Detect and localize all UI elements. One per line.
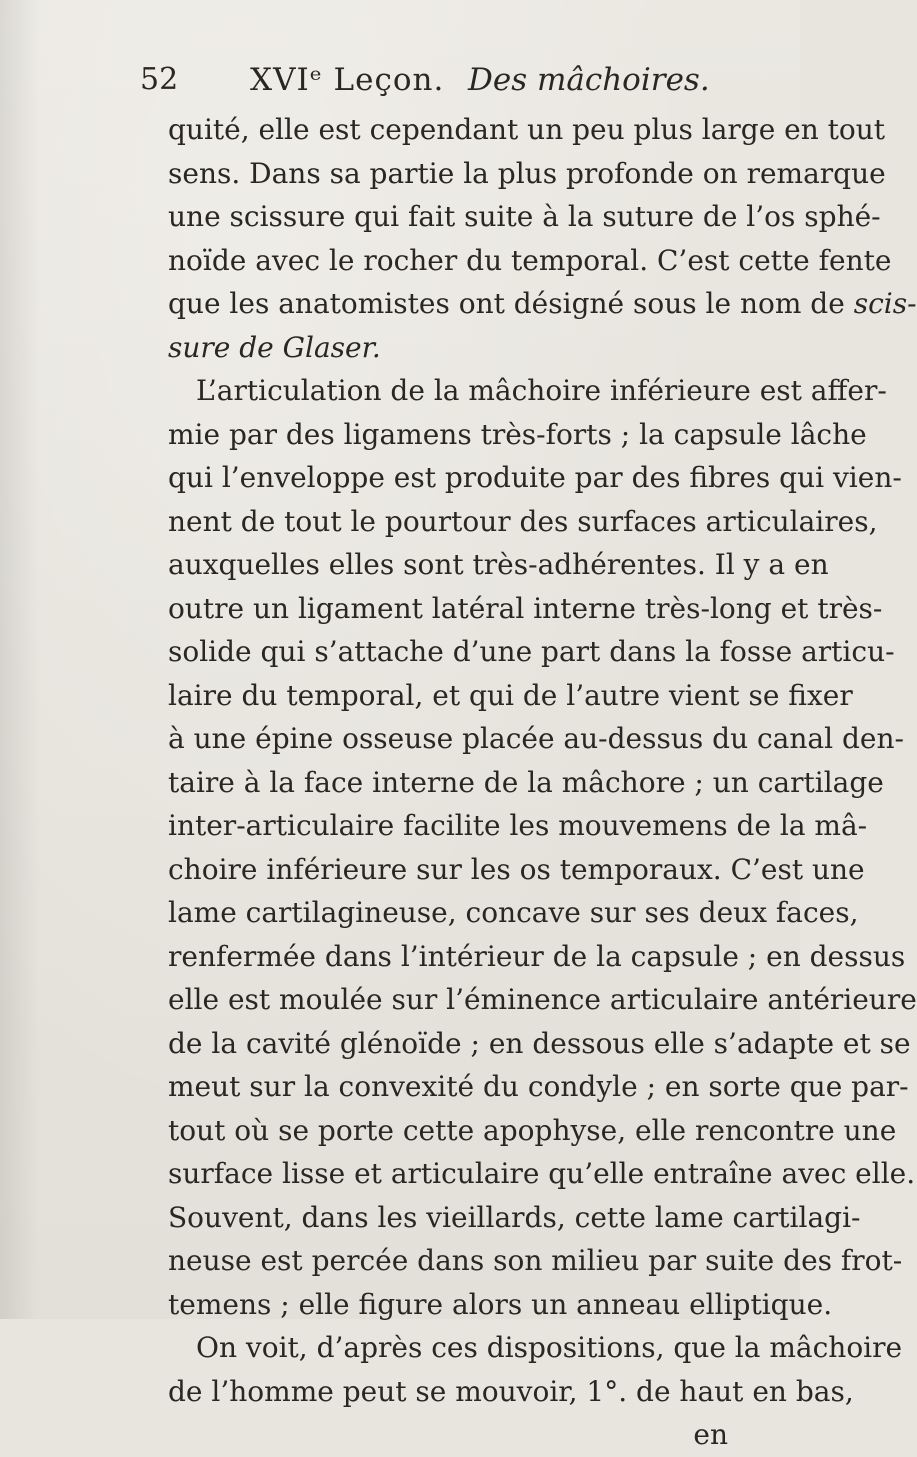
text-line: lame cartilagineuse, concave sur ses deux faces,: [168, 896, 859, 929]
text-line: auxquelles elles sont très-adhérentes. Il y a en: [168, 548, 829, 581]
text-line: une scissure qui fait suite à la suture de l’os sphé-: [168, 200, 881, 233]
text-line: elle est moulée sur l’éminence articulaire antérieure: [168, 983, 917, 1016]
paragraph-start-line: On voit, d’après ces dispositions, que la mâchoire: [196, 1331, 903, 1364]
text-line: laire du temporal, et qui de l’autre vient se fixer: [168, 678, 853, 712]
text-line: outre un ligament latéral interne très-long et très-: [168, 591, 883, 625]
text-line: sens. Dans sa partie la plus profonde on remarque: [168, 156, 886, 190]
text-line: sure de Glaser.: [168, 330, 381, 364]
text-line: tout où se porte cette apophyse, elle rencontre une: [168, 1113, 897, 1147]
text-line: neuse est percée dans son milieu par suite des frot-: [168, 1244, 903, 1277]
text-line: à une épine osseuse placée au-dessus du canal den-: [168, 722, 904, 755]
text-line: temens ; elle figure alors un anneau elliptique.: [168, 1287, 833, 1321]
text-line: de l’homme peut se mouvoir, 1°. de haut en bas,: [168, 1374, 854, 1408]
text-line: taire à la face interne de la mâchore ; un cartilage: [168, 765, 884, 799]
text-line: [168, 282, 917, 326]
text-line: quité, elle est cependant un peu plus large en tout: [168, 113, 886, 146]
text-line: noïde avec le rocher du temporal. C’est cette fente: [168, 243, 892, 277]
text-line: solide qui s’attache d’une part dans la fosse articu-: [168, 635, 895, 668]
catchword: en: [693, 1418, 728, 1451]
text-line: nent de tout le pourtour des surfaces articulaires,: [168, 504, 878, 538]
page-gutter-shadow: [0, 0, 40, 1319]
text-line: inter-articulaire facilite les mouvemens de la mâ-: [168, 809, 868, 842]
text-line: de la cavité glénoïde ; en dessous elle s’adapte et se: [168, 1026, 911, 1060]
italic-fragment: scis-: [853, 287, 917, 320]
page-number: 52: [140, 62, 179, 97]
text-line: qui l’enveloppe est produite par des fibres qui vien-: [168, 461, 902, 494]
running-header: [140, 62, 760, 106]
text-line: surface lisse et articulaire qu’elle entraîne avec elle.: [168, 1157, 916, 1190]
lesson-number: XVIᵉ Leçon.: [250, 62, 445, 98]
text-fragment: que les anatomistes ont désigné sous le nom de: [168, 287, 845, 320]
text-line: renfermée dans l’intérieur de la capsule ; en dessus: [168, 939, 906, 973]
text-line: meut sur la convexité du condyle ; en sorte que par-: [168, 1070, 909, 1103]
chapter-title: Des mâchoires.: [468, 62, 710, 98]
text-line: Souvent, dans les vieillards, cette lame cartilagi-: [168, 1200, 861, 1234]
text-line: mie par des ligamens très-forts ; la capsule lâche: [168, 417, 867, 451]
paragraph-start-line: L’articulation de la mâchoire inférieure est affer-: [196, 374, 887, 407]
text-line: choire inférieure sur les os temporaux. C’est une: [168, 852, 865, 886]
body-text: [168, 108, 917, 1457]
